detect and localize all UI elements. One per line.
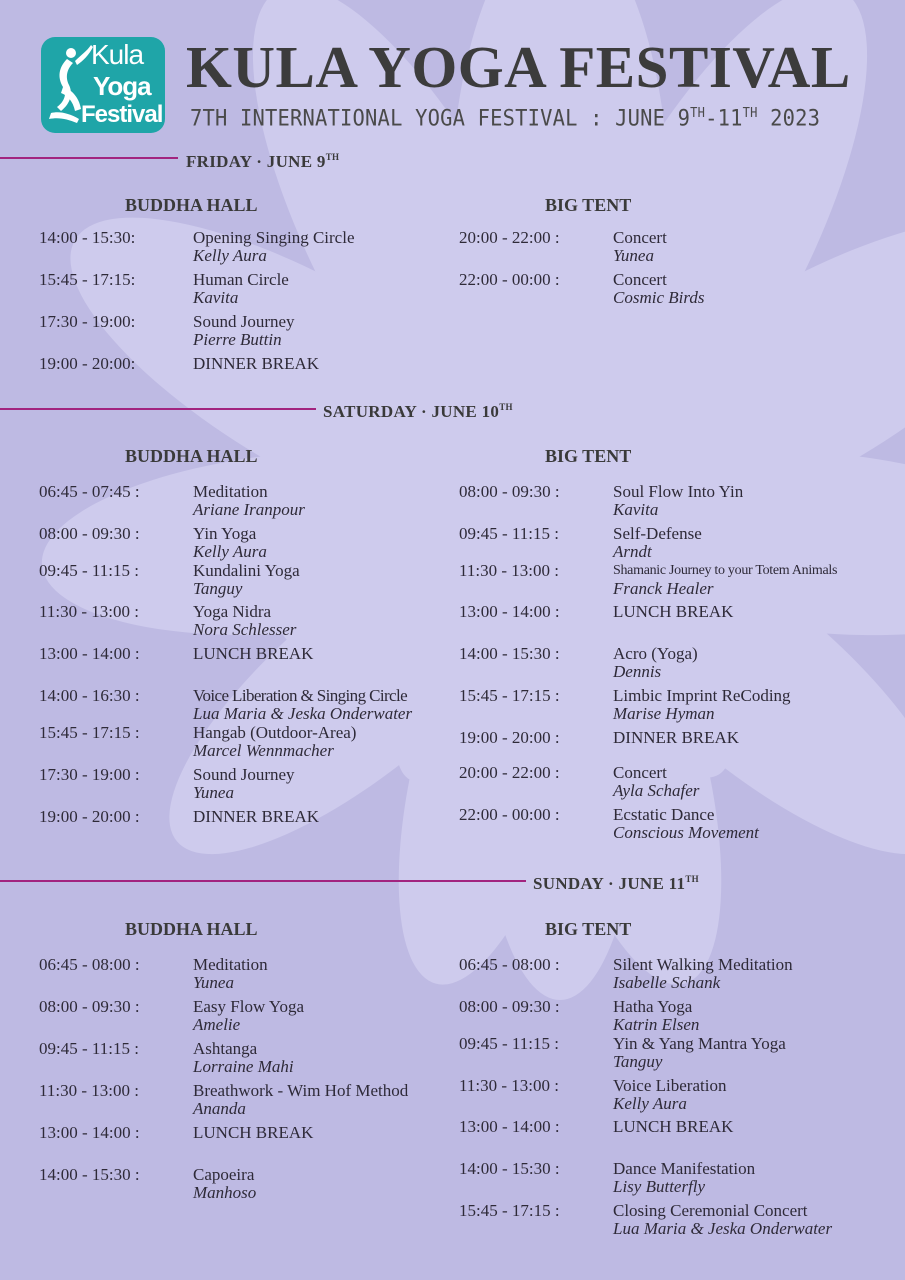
entry-event: Kundalini Yoga: [193, 561, 300, 580]
entry-presenter: Arndt: [613, 542, 652, 561]
entry-presenter: Marcel Wennmacher: [193, 741, 334, 760]
entry-time: 13:00 - 14:00 :: [39, 644, 140, 663]
entry-event: Breathwork - Wim Hof Method: [193, 1081, 409, 1100]
entry-time: 17:30 - 19:00 :: [39, 765, 140, 784]
entry-time: 15:45 - 17:15 :: [39, 723, 140, 742]
entry-time: 22:00 - 00:00 :: [459, 805, 560, 824]
entry-time: 08:00 - 09:30 :: [459, 482, 560, 501]
entry-time: 08:00 - 09:30 :: [39, 524, 140, 543]
entry-event: Soul Flow Into Yin: [613, 482, 744, 501]
entry-event: Hangab (Outdoor-Area): [193, 723, 357, 742]
day-heading-text: SATURDAY · JUNE 10: [323, 402, 500, 421]
entry-presenter: Yunea: [193, 973, 234, 992]
entry-time: 19:00 - 20:00 :: [39, 807, 140, 826]
entry-presenter: Ayla Schafer: [613, 781, 700, 800]
entry-presenter: Yunea: [613, 246, 654, 265]
venue-title-buddha-hall: BUDDHA HALL: [125, 919, 258, 939]
entry-event: Easy Flow Yoga: [193, 997, 304, 1016]
entry-presenter: Tanguy: [613, 1052, 663, 1071]
entry-presenter: Nora Schlesser: [193, 620, 297, 639]
entry-time: 14:00 - 15:30 :: [459, 1159, 560, 1178]
entry-event: LUNCH BREAK: [613, 602, 734, 621]
entry-time: 13:00 - 14:00 :: [39, 1123, 140, 1142]
subtitle-mid: -11: [705, 106, 743, 132]
entry-presenter: Lorraine Mahi: [193, 1057, 294, 1076]
entry-presenter: Amelie: [193, 1015, 241, 1034]
entry-event: Ecstatic Dance: [613, 805, 715, 824]
entry-presenter: Lua Maria & Jeska Onderwater: [193, 704, 413, 723]
entry-presenter: Kelly Aura: [613, 1094, 687, 1113]
entry-time: 06:45 - 08:00 :: [459, 955, 560, 974]
subtitle-sup-2: TH: [742, 106, 758, 121]
entry-presenter: Pierre Buttin: [193, 330, 282, 349]
entry-presenter: Lisy Butterfly: [613, 1177, 706, 1196]
entry-event: Sound Journey: [193, 765, 295, 784]
entry-event: Yin & Yang Mantra Yoga: [613, 1034, 786, 1053]
entry-presenter: Isabelle Schank: [613, 973, 721, 992]
entry-event: DINNER BREAK: [193, 807, 320, 826]
entry-presenter: Dennis: [613, 662, 662, 681]
entry-time: 14:00 - 16:30 :: [39, 686, 140, 705]
entry-time: 13:00 - 14:00 :: [459, 602, 560, 621]
entry-time: 19:00 - 20:00 :: [459, 728, 560, 747]
entry-time: 11:30 - 13:00 :: [39, 602, 139, 621]
entry-presenter: Kavita: [613, 500, 659, 519]
venue-title-big-tent: BIG TENT: [545, 195, 632, 215]
entry-presenter: Katrin Elsen: [613, 1015, 700, 1034]
entry-event: Dance Manifestation: [613, 1159, 756, 1178]
venue-title-buddha-hall: BUDDHA HALL: [125, 446, 258, 466]
page-subtitle: [190, 97, 820, 136]
day-heading: [186, 146, 339, 173]
entry-presenter: Lua Maria & Jeska Onderwater: [613, 1219, 833, 1238]
entry-presenter: Kelly Aura: [193, 542, 267, 561]
day-divider-line: [0, 408, 316, 410]
subtitle-text: 7TH INTERNATIONAL YOGA FESTIVAL : JUNE 9: [190, 106, 691, 132]
venue-title-buddha-hall: BUDDHA HALL: [125, 195, 258, 215]
entry-time: 11:30 - 13:00 :: [39, 1081, 139, 1100]
entry-presenter: Conscious Movement: [613, 823, 759, 842]
entry-time: 08:00 - 09:30 :: [459, 997, 560, 1016]
entry-event: Acro (Yoga): [613, 644, 698, 663]
venue-title-big-tent: BIG TENT: [545, 919, 632, 939]
entry-event: Voice Liberation: [613, 1076, 727, 1095]
logo-text-festival: Festival: [81, 101, 163, 128]
logo-text-kula: Kula: [91, 39, 144, 70]
entry-event: LUNCH BREAK: [193, 1123, 314, 1142]
logo-text-yoga: Yoga: [93, 71, 151, 101]
entry-presenter: Franck Healer: [613, 579, 714, 598]
entry-event: Meditation: [193, 482, 268, 501]
entry-time: 15:45 - 17:15:: [39, 270, 136, 289]
entry-event: Opening Singing Circle: [193, 228, 355, 247]
entry-event: DINNER BREAK: [193, 354, 320, 373]
entry-event: Self-Defense: [613, 524, 702, 543]
entry-time: 22:00 - 00:00 :: [459, 270, 560, 289]
entry-presenter: Marise Hyman: [613, 704, 715, 723]
festival-logo: [41, 37, 165, 133]
entry-time: 09:45 - 11:15 :: [39, 561, 139, 580]
entry-event: Concert: [613, 228, 667, 247]
entry-event: Ashtanga: [193, 1039, 258, 1058]
entry-event: Concert: [613, 270, 667, 289]
entry-event: Voice Liberation & Singing Circle: [193, 686, 408, 705]
entry-time: 15:45 - 17:15 :: [459, 1201, 560, 1220]
entry-event: Human Circle: [193, 270, 289, 289]
entry-presenter: Manhoso: [193, 1183, 257, 1202]
entry-presenter: Tanguy: [193, 579, 243, 598]
entry-event: Capoeira: [193, 1165, 255, 1184]
entry-time: 15:45 - 17:15 :: [459, 686, 560, 705]
day-heading: [323, 396, 513, 423]
entry-time: 09:45 - 11:15 :: [459, 1034, 559, 1053]
entry-time: 14:00 - 15:30 :: [459, 644, 560, 663]
entry-event: Closing Ceremonial Concert: [613, 1201, 808, 1220]
entry-time: 19:00 - 20:00:: [39, 354, 136, 373]
subtitle-sup-1: TH: [690, 106, 706, 121]
entry-event: Concert: [613, 763, 667, 782]
entry-time: 14:00 - 15:30:: [39, 228, 136, 247]
entry-time: 08:00 - 09:30 :: [39, 997, 140, 1016]
day-heading-suffix: TH: [325, 152, 340, 162]
entry-event: DINNER BREAK: [613, 728, 740, 747]
venue-title-big-tent: BIG TENT: [545, 446, 632, 466]
day-heading-suffix: TH: [685, 874, 699, 884]
entry-time: 09:45 - 11:15 :: [459, 524, 559, 543]
entry-presenter: Kavita: [193, 288, 239, 307]
entry-time: 14:00 - 15:30 :: [39, 1165, 140, 1184]
entry-time: 11:30 - 13:00 :: [459, 1076, 559, 1095]
entry-event: LUNCH BREAK: [613, 1117, 734, 1136]
entry-event: Shamanic Journey to your Totem Animals: [613, 563, 838, 578]
day-heading-text: FRIDAY · JUNE 9: [186, 152, 326, 171]
entry-event: Meditation: [193, 955, 268, 974]
page-title: KULA YOGA FESTIVAL: [186, 34, 851, 100]
entry-presenter: Ariane Iranpour: [193, 500, 305, 519]
entry-event: LUNCH BREAK: [193, 644, 314, 663]
entry-time: 17:30 - 19:00:: [39, 312, 136, 331]
day-heading: [533, 868, 699, 895]
entry-presenter: Ananda: [193, 1099, 246, 1118]
entry-presenter: Kelly Aura: [193, 246, 267, 265]
entry-event: Hatha Yoga: [613, 997, 693, 1016]
entry-event: Sound Journey: [193, 312, 295, 331]
entry-time: 06:45 - 07:45 :: [39, 482, 140, 501]
day-divider-line: [0, 880, 526, 882]
entry-event: Yin Yoga: [193, 524, 257, 543]
entry-event: Silent Walking Meditation: [613, 955, 793, 974]
subtitle-year: 2023: [757, 106, 821, 132]
day-heading-text: SUNDAY · JUNE 11: [533, 874, 686, 893]
day-divider-line: [0, 157, 178, 159]
entry-time: 13:00 - 14:00 :: [459, 1117, 560, 1136]
entry-presenter: Cosmic Birds: [613, 288, 705, 307]
entry-time: 20:00 - 22:00 :: [459, 763, 560, 782]
entry-time: 09:45 - 11:15 :: [39, 1039, 139, 1058]
entry-presenter: Yunea: [193, 783, 234, 802]
entry-time: 11:30 - 13:00 :: [459, 561, 559, 580]
day-heading-suffix: TH: [499, 402, 513, 412]
entry-time: 20:00 - 22:00 :: [459, 228, 560, 247]
entry-time: 06:45 - 08:00 :: [39, 955, 140, 974]
entry-event: Limbic Imprint ReCoding: [613, 686, 791, 705]
entry-event: Yoga Nidra: [193, 602, 272, 621]
